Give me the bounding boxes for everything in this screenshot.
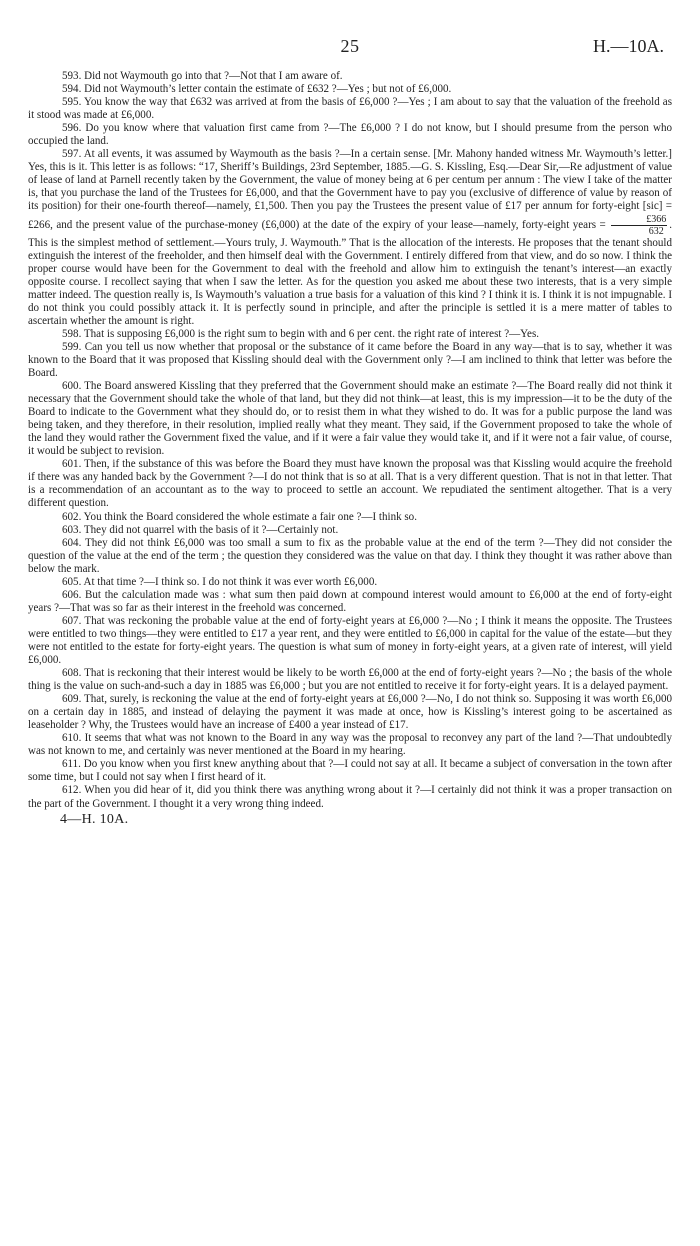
paragraph-602: 602. You think the Board considered the whole estimate a fair one ?—I think so. <box>62 510 417 523</box>
paragraph-612: 612. When you did hear of it, did you think there was anything wrong about it ?—I certainly did not think it was a proper transaction on the part of the Government. I thought it a very wrong thing indeed. <box>28 784 672 810</box>
paragraph-597: 597. At all events, it was assumed by Waymouth as the basis ?—In a certain sense. [Mr. Mahony handed witness Mr. Waymouth’s letter.] Yes, this is it. This letter is as follows: “17, Sheriff’s Buildings, 23rd September, 1885.—G. S. Kissling, Esq.—Dear Sir,—Re adjustment of value of lease of land at Parnell recently taken by the Government, the value of money being at 6 per centum per annum : The view I take of the matter is, that you purchase the land of the Trustees for £6,000, and that the Government have to pay you (exclusive of difference of value by reason of its position) for their one-fourth thereof—namely, £1,500. Then you pay the Trustees the present value of £17 per annum for forty-eight [sic] = £266, and the present value of the purchase-money (£6,000) at the date of the expiry of your lease—namely, forty-eight years = $\frac{£366}{632}$ . This is the simplest method of settlement.—Yours truly, J. Waymouth.” That is the allocation of the interests. He proposes that the tenant should extinguish the interest of the freeholder, and then himself deal with the Government. I entirely differed from that view, and do so now. I think the proper course would have been for the Government to deal with the freehold and allow him to extinguish the tenant’s interest—an exactly opposite course. I recollect saying that when I saw the letter. As for the question you asked me about these two interests, that is a very simple matter indeed. The question really is, Is Waymouth’s valuation a true basis for a valuation of this kind ? I think it is. I think it is not impugnable. I do not think you could possibly attack it. It is perfectly sound in principle, and after the principle is settled it is a mere matter of tables to ascertain whether the amount is right. <box>28 148 672 327</box>
fraction-denominator: 632 <box>648 225 664 237</box>
page-footer-signature: 4—H. 10A. <box>60 811 129 827</box>
paragraph-611: 611. Do you know when you first knew anything about that ?—I could not say at all. It became a subject of conversation in the town after some time, but I could not say when I first heard of it. <box>28 758 672 784</box>
paragraph-601: 601. Then, if the substance of this was before the Board they must have known the proposal was that Kissling would acquire the freehold if there was any handed back by the Government ?—I do not think that is so at all. That is a very different question. That is not in that letter. That is a recommendation of an accountant as to the way to proceed to settle an account. We repudiated the sentiment altogether. That is a very different question. <box>28 458 672 510</box>
fraction-numerator: £366 <box>611 214 667 226</box>
paragraph-605: 605. At that time ?—I think so. I do not think it was ever worth £6,000. <box>62 575 378 588</box>
paragraph-594: 594. Did not Waymouth’s letter contain the estimate of £632 ?—Yes ; but not of £6,000. <box>62 83 452 96</box>
paragraph-609: 609. That, surely, is reckoning the value at the end of forty-eight years at £6,000 ?—No, I do not think so. Supposing it was worth £6,000 on a certain day in 1885, and instead of delaying the payment it was made at once, how is Kissling’s interest going to be ascertained as leaseholder ? Why, the Trustees would have an increase of £400 a year instead of £17. <box>28 693 672 732</box>
paragraph-597-text: 597. At all events, it was assumed by Waymouth as the basis ?—In a certain sense. [Mr. Mahony handed witness Mr. Waymouth’s letter.] Yes, this is it. This letter is as follows: “17, Sheriff’s Buildings, 23rd September, 1885.—G. S. Kissling, Esq.—Dear Sir,—Re adjustment of value of lease of land at Parnell recently taken by the Government, the value of money being at 6 per centum per annum : The view I take of the matter is, that you purchase the land of the Trustees for £6,000, and that the Government have to pay you (exclusive of difference of value by reason of its position) for their one-fourth thereof—namely, £1,500. Then you pay the Trustees the present value of £17 per annum for forty-eight [sic] = £266, and the present value of the purchase-money (£6,000) at the date of the expiry of your lease—namely, forty-eight years = <box>28 148 672 231</box>
paragraph-608: 608. That is reckoning that their interest would be likely to be worth £6,000 at the end of forty-eight years ?—No ; the basis of the whole thing is the value on such-and-such a day in 1885 was £6,000 ; but you are not entitled to receive it for forty-eight years. It is a delayed payment. <box>28 667 672 693</box>
paragraph-604: 604. They did not think £6,000 was too small a sum to fix as the probable value at the end of the term ?—They did not consider the question of the value at the end of the term ; the question they considered was the value on that day. I think they thought it was rather above than below the mark. <box>28 536 672 575</box>
paragraph-596: 596. Do you know where that valuation first came from ?—The £6,000 ? I do not know, but I should presume from the person who occupied the land. <box>28 122 672 148</box>
page-header <box>28 36 672 70</box>
paragraph-606: 606. But the calculation made was : what sum then paid down at compound interest would amount to £6,000 at the end of forty-eight years ?—That was so far as their interest in the freehold was concerned. <box>28 588 672 614</box>
paragraph-610: 610. It seems that what was not known to the Board in any way was the proposal to reconvey any part of the land ?—That undoubtedly was not known to me, and certainly was never mentioned at the Board in my hearing. <box>28 732 672 758</box>
fraction <box>611 214 667 237</box>
paragraph-603: 603. They did not quarrel with the basis of it ?—Certainly not. <box>62 523 339 536</box>
paragraph-593: 593. Did not Waymouth go into that ?—Not that I am aware of. <box>62 70 343 82</box>
paragraph-595: 595. You know the way that £632 was arrived at from the basis of £6,000 ?—Yes ; I am about to say that the valuation of the freehold as it stood was made at £6,000. <box>28 96 672 122</box>
paragraph-597-continuation: This is the simplest method of settlement.—Yours truly, J. Waymouth.” That is the allocation of the interests. He proposes that the tenant should extinguish the interest of the freeholder, and then himself deal with the Government. I entirely differed from that view, and do so now. I think the proper course would have been for the Government to deal with the freehold and allow him to extinguish the tenant’s interest—an exactly opposite course. I recollect saying that when I saw the letter. As for the question you asked me about these two interests, that is a very simple matter indeed. The question really is, Is Waymouth’s valuation a true basis for a valuation of this kind ? I think it is. I think it is not impugnable. I do not think you could possibly attack it. It is perfectly sound in principle, and after the principle is settled it is a mere matter of tables to ascertain whether the amount is right. <box>28 236 672 327</box>
paragraph-598: 598. That is supposing £6,000 is the right sum to begin with and 6 per cent. the right rate of interest ?—Yes. <box>62 327 540 340</box>
paragraph-600: 600. The Board answered Kissling that they preferred that the Government should make an estimate ?—The Board really did not think it necessary that the Government should take the whole of that land, but they did not think—at least, this is my impression—it to be the duty of the Board to indicate to the Government what they should do, or to resist them in what they wished to do. It was for a public purpose the land was being taken, and they therefore, in their resolution, implied really what they meant. They said, if the Government proposed to take the whole of the land they would rather the Government fixed the value, and if it were a fair value they would take it, and if it were not a fair value, of course, it would be subject to revision. <box>28 380 672 458</box>
paragraph-607: 607. That was reckoning the probable value at the end of forty-eight years at £6,000 ?—No ; I think it means the opposite. The Trustees were entitled to two things—they were entitled to £17 a year rent, and they were entitled to £6,000 in capital for the value of the estate—but they were not entitled to the estate for forty-eight years. The question is what sum of money in forty-eight years, at a given rate of interest, will yield £6,000. <box>28 614 672 667</box>
document-reference: H.—10A. <box>593 36 664 56</box>
paragraph-599: 599. Can you tell us now whether that proposal or the substance of it came before the Board in any way—that is to say, whether it was known to the Board that it was proposed that Kissling should deal with the Government only ?—I am inclined to think that letter was before the Board. <box>28 340 672 379</box>
page-number: 25 <box>340 36 360 56</box>
